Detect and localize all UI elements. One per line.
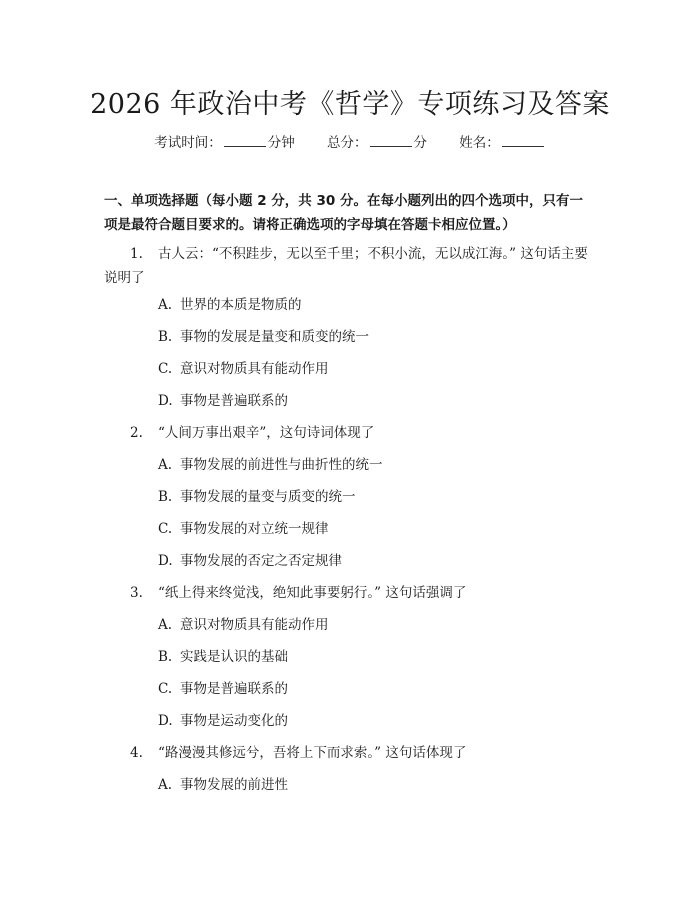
option-letter: D. [158,713,173,729]
option-text: 世界的本质是物质的 [180,297,302,313]
option-letter: B. [158,489,173,505]
option-text: 意识对物质具有能动作用 [180,617,329,633]
option-2d [158,551,342,571]
question-4 [104,741,596,765]
total-score-unit: 分 [413,135,427,151]
option-3d [158,711,288,731]
question-3 [104,581,596,605]
option-text: 事物是运动变化的 [180,713,288,729]
name-field [459,135,546,151]
option-1a [158,295,302,315]
option-letter: A. [158,457,173,473]
option-letter: C. [158,521,173,537]
exam-time-unit: 分钟 [267,135,295,151]
question-stem: “人间万事出艰辛”，这句诗词体现了 [158,425,375,441]
option-3a [158,615,329,635]
total-score-label: 总分： [327,135,368,151]
option-letter: B. [158,649,173,665]
option-3b [158,647,288,667]
option-letter: D. [158,393,173,409]
exam-time-label: 考试时间： [154,135,222,151]
option-2b [158,487,356,507]
option-letter: C. [158,681,173,697]
option-letter: A. [158,777,173,793]
total-score-blank [370,134,412,147]
section-heading: 一、单项选择题（每小题 2 分，共 30 分。在每小题列出的四个选项中，只有一项是最符合题目要求的。请将正确选项的字母填在答题卡相应位置。） [104,193,583,233]
option-2a [158,455,383,475]
option-letter: B. [158,329,173,345]
question-number: 4. [130,745,143,761]
option-2c [158,519,329,539]
question-stem: 古人云：“不积跬步，无以至千里；不积小流，无以成江海。” 这句话主要说明了 [104,246,588,286]
option-text: 事物发展的前进性与曲折性的统一 [180,457,383,473]
total-score-field [327,135,431,151]
option-text: 实践是认识的基础 [180,649,288,665]
option-1b [158,327,369,347]
name-label: 姓名： [459,135,500,151]
option-text: 事物发展的量变与质变的统一 [180,489,356,505]
option-text: 意识对物质具有能动作用 [180,361,329,377]
option-text: 事物发展的否定之否定规律 [180,553,342,569]
option-letter: C. [158,361,173,377]
question-number: 3. [130,585,143,601]
option-letter: D. [158,553,173,569]
option-text: 事物是普遍联系的 [180,393,288,409]
option-text: 事物发展的前进性 [180,777,288,793]
option-1c [158,359,329,379]
option-3c [158,679,288,699]
exam-meta-line [0,131,700,151]
option-text: 事物是普遍联系的 [180,681,288,697]
question-stem: “纸上得来终觉浅，绝知此事要躬行。” 这句话强调了 [158,585,467,601]
option-text: 事物的发展是量变和质变的统一 [180,329,369,345]
option-text: 事物发展的对立统一规律 [180,521,329,537]
question-2 [104,421,596,445]
option-letter: A. [158,297,173,313]
question-number: 2. [130,425,143,441]
page-title: 2026 年政治中考《哲学》专项练习及答案 [90,89,610,120]
question-number: 1. [130,246,143,262]
option-1d [158,391,288,411]
exam-time-field [154,135,299,151]
name-blank [502,134,544,147]
question-stem: “路漫漫其修远兮，吾将上下而求索。” 这句话体现了 [158,745,467,761]
question-1 [104,242,596,290]
option-4a [158,775,288,795]
exam-time-blank [224,134,266,147]
option-letter: A. [158,617,173,633]
